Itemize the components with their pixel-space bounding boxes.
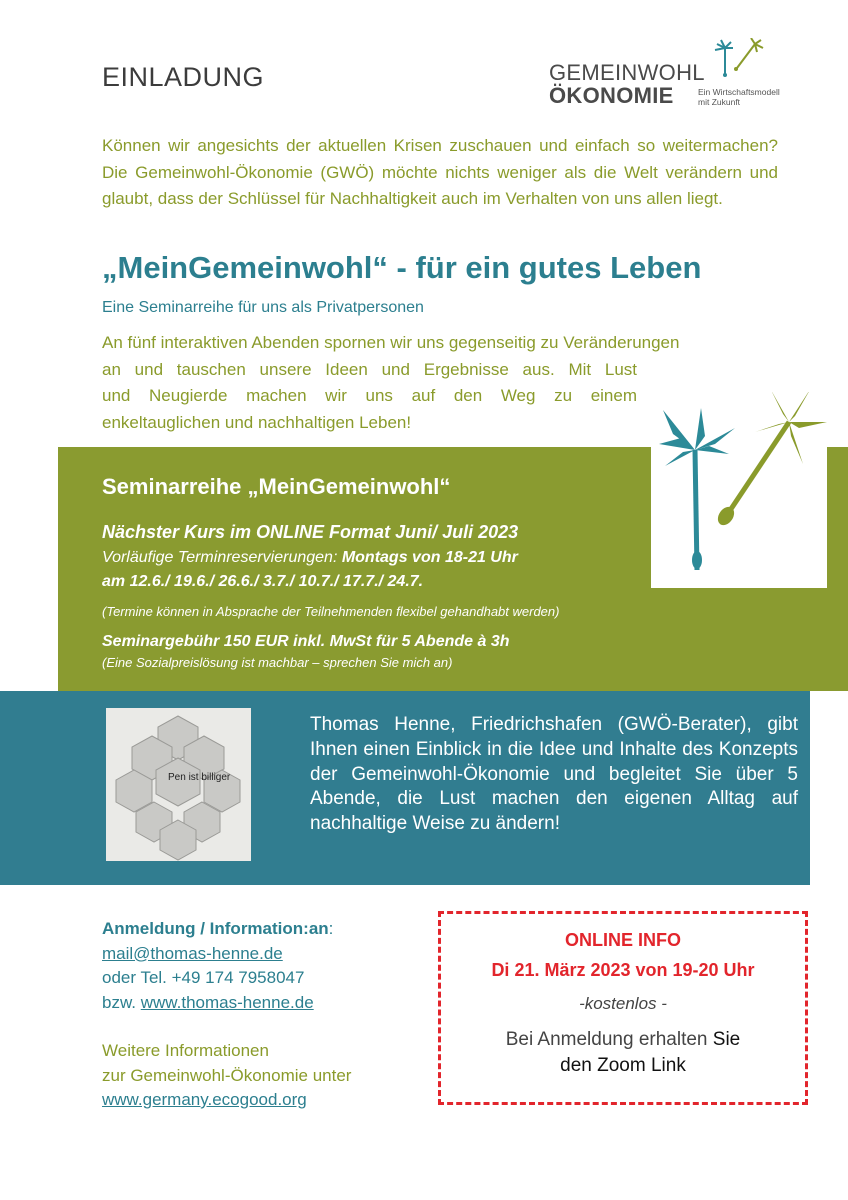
contact-block (102, 917, 351, 1113)
logo-line1: GEMEINWOHL (549, 60, 705, 85)
subheading: Eine Seminarreihe für uns als Privatpersonen (102, 299, 424, 316)
gwoe-logo (549, 38, 809, 118)
trainer-description: Thomas Henne, Friedrichshafen (GWÖ-Berater), gibt Ihnen einen Einblick in die Idee und Inhalte des Konzepts der Gemeinwohl-Ökonomie und begleitet Sie über 5 Abende, die Lust machen den eigenen Alltag auf nachhaltige Weise zu ändern! (310, 714, 798, 835)
online-info-title: ONLINE INFO (565, 930, 681, 950)
dandelion-icon (651, 392, 827, 588)
body-line-1: An fünf interaktiven Abenden spornen wir uns gegenseitig zu Veränderungen (102, 333, 680, 352)
zoom-text-2: den Zoom Link (560, 1055, 686, 1076)
intro-paragraph: Können wir angesichts der aktuellen Krisen zuschauen und einfach so weitermachen? Die Gemeinwohl-Ökonomie (GWÖ) möchte nichts weniger als die Welt verändern und glaubt, dass der Schlüssel für Nachhaltigkeit auch im Verhalten von uns allen liegt. (102, 136, 778, 208)
logo-tagline-2: mit Zukunft (698, 97, 741, 107)
seminar-fee: Seminargebühr 150 EUR inkl. MwSt für 5 Abende à 3h (102, 633, 510, 650)
photo-caption: Pen ist billiger (168, 772, 231, 783)
contact-heading: Anmeldung / Information:an (102, 919, 329, 938)
logo-tagline (698, 87, 798, 107)
hexagon-photo (106, 708, 251, 861)
zoom-text-1b: Sie (712, 1029, 741, 1050)
page-title: EINLADUNG (102, 62, 265, 92)
social-price-note: (Eine Sozialpreislösung ist machbar – sprechen Sie mich an) (102, 655, 453, 670)
flex-note: (Termine können in Absprache der Teilnehmenden flexibel gehandhabt werden) (102, 604, 560, 619)
phone-number: oder Tel. +49 174 7958047 (102, 968, 305, 987)
online-info-box (438, 911, 808, 1105)
contact-heading-colon: : (328, 919, 334, 938)
zoom-text-1: Bei Anmeldung erhalten (505, 1029, 713, 1050)
reservation-time: Montags von 18-21 Uhr (341, 549, 518, 566)
body-line-4: enkeltauglichen und nachhaltigen Leben! (102, 412, 412, 432)
web-prefix: bzw. (102, 992, 141, 1012)
next-course: Nächster Kurs im ONLINE Format Juni/ Juli 2023 (102, 522, 519, 542)
online-info-date: Di 21. März 2023 von 19-20 Uhr (491, 960, 755, 980)
main-heading: „MeinGemeinwohl“ - für ein gutes Leben (102, 250, 702, 285)
online-info-zoom (441, 1027, 805, 1079)
email-link[interactable]: mail@thomas-henne.de (102, 943, 283, 963)
seminar-title: Seminarreihe „MeinGemeinwohl“ (102, 474, 451, 499)
website-link[interactable]: www.thomas-henne.de (140, 992, 314, 1012)
more-info-2: zur Gemeinwohl-Ökonomie unter (102, 1065, 352, 1085)
ecogood-link[interactable]: www.germany.ecogood.org (102, 1090, 307, 1109)
reservation-prefix: Vorläufige Terminreservierungen: (102, 549, 342, 566)
more-info-1: Weitere Informationen (102, 1041, 269, 1060)
course-dates: am 12.6./ 19.6./ 26.6./ 3.7./ 10.7./ 17.7./ 24.7. (102, 573, 424, 590)
body-line-2: an und tauschen unsere Ideen und Ergebnisse aus. Mit Lust (102, 359, 637, 379)
body-line-3: und Neugierde machen wir uns auf den Weg zu einem (102, 386, 637, 405)
logo-line2: ÖKONOMIE (549, 83, 674, 108)
logo-tagline-1: Ein Wirtschaftsmodell (698, 87, 780, 97)
hexagon-photo-graphic (106, 708, 251, 861)
reservation-line (102, 549, 518, 567)
dandelion-logo-icon (711, 38, 771, 82)
online-info-price: -kostenlos - (579, 994, 667, 1013)
